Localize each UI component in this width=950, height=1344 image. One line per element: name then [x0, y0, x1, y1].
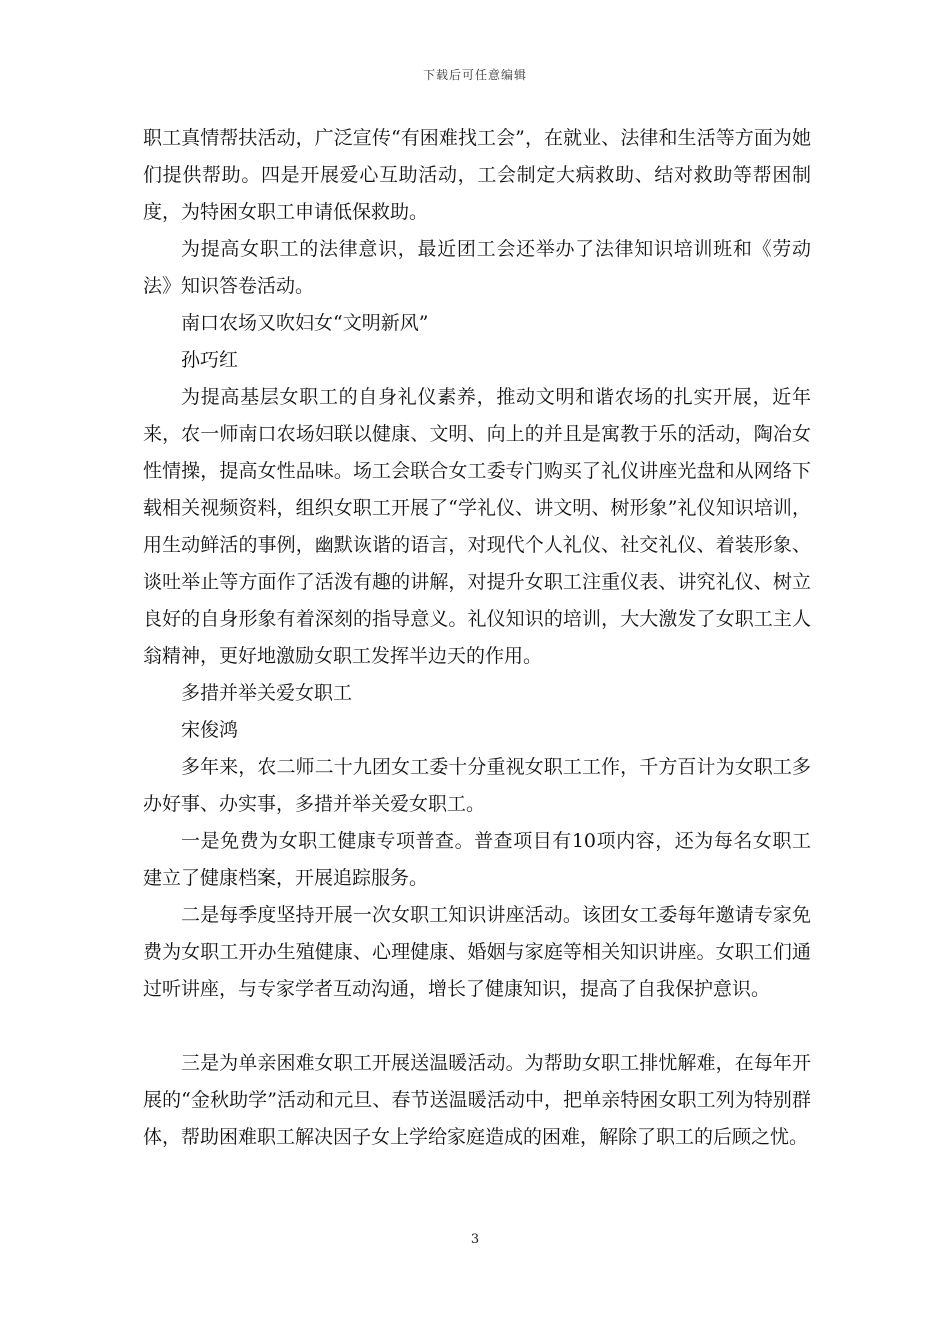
article-title-nankou: 南口农场又吹妇女“文明新风”	[181, 312, 429, 334]
paragraph-continuation: 职工真情帮扶活动，广泛宣传“有困难找工会”，在就业、法律和生活等方面为她们提供帮助。四是开展爱心互助活动，工会制定大病救助、结对救助等帮困制度，为特困女职工申请低保救助。	[143, 127, 811, 223]
article-author-song: 宋俊鸿	[181, 719, 239, 741]
paragraph-legal-awareness: 为提高女职工的法律意识，最近团工会还举办了法律知识培训班和《劳动法》知识答卷活动。	[143, 238, 811, 297]
paragraph-lectures: 二是每季度坚持开展一次女职工知识讲座活动。该团女工委每年邀请专家免费为女职工开办生殖健康、心理健康、婚姻与家庭等相关知识讲座。女职工们通过听讲座，与专家学者互动沟通，增长了健康知识，提高了自我保护意识。	[143, 904, 811, 1000]
paragraph-etiquette-training: 为提高基层女职工的自身礼仪素养，推动文明和谐农场的扎实开展，近年来，农一师南口农场妇联以健康、文明、向上的并且是寓教于乐的活动，陶冶女性情操，提高女性品味。场工会联合女工委专门购买了礼仪讲座光盘和从网络下载相关视频资料，组织女职工开展了“学礼仪、讲文明、树形象”礼仪知识培训，用生动鲜活的事例，幽默诙谐的语言，对现代个人礼仪、社交礼仪、着装形象、谈吐举止等方面作了活泼有趣的讲解，对提升女职工注重仪表、讲究礼仪、树立良好的自身形象有着深刻的指导意义。礼仪知识的培训，大大激发了女职工主人翁精神，更好地激励女职工发挥半边天的作用。	[143, 386, 811, 667]
article-title-care: 多措并举关爱女职工	[181, 682, 353, 704]
page-header: 下载后可任意编辑	[422, 68, 527, 82]
paragraph-intro-care: 多年来，农二师二十九团女工委十分重视女职工工作，千方百计为女职工多办好事、办实事，多措并举关爱女职工。	[143, 756, 811, 815]
article-author-sun: 孙巧红	[181, 349, 239, 371]
document-body	[143, 120, 811, 1156]
paragraph-spacer	[143, 1008, 811, 1045]
page-number: 3	[470, 1232, 480, 1247]
paragraph-health-check: 一是免费为女职工健康专项普查。普查项目有10项内容，还为每名女职工建立了健康档案，开展追踪服务。	[143, 830, 811, 889]
paragraph-warmth-activity: 三是为单亲困难女职工开展送温暖活动。为帮助女职工排忧解难，在每年开展的“金秋助学”活动和元旦、春节送温暖活动中，把单亲特困女职工列为特别群体，帮助困难职工解决因子女上学给家庭造成的困难，解除了职工的后顾之忧。	[143, 1052, 811, 1148]
